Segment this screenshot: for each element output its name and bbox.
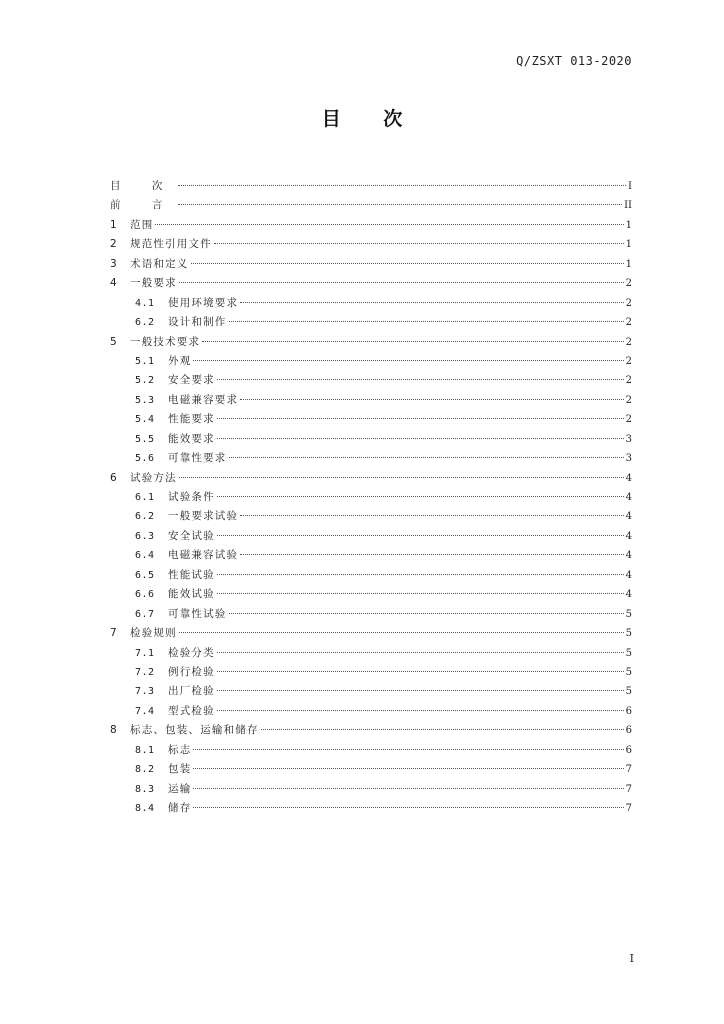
toc-entry-number: 4	[110, 277, 118, 290]
toc-dot-leader	[193, 788, 623, 789]
toc-dot-leader	[217, 652, 624, 653]
toc-entry-label: 型式检验	[168, 704, 215, 717]
toc-entry[interactable]	[110, 624, 632, 643]
toc-entry-page: 2	[625, 297, 632, 309]
toc-entry[interactable]	[110, 371, 632, 390]
toc-dot-leader	[240, 554, 623, 555]
toc-entry-number: 5.3	[135, 394, 155, 406]
toc-entry-number: 6.2	[135, 511, 155, 523]
toc-entry-label: 能效试验	[168, 588, 215, 601]
footer-page-number: I	[629, 952, 634, 965]
toc-entry-label: 电磁兼容要求	[168, 393, 239, 406]
toc-entry[interactable]	[110, 294, 632, 313]
toc-dot-leader	[217, 671, 624, 672]
toc-entry-number: 7.2	[135, 666, 155, 678]
toc-entry-label: 运输	[168, 782, 192, 795]
toc-dot-leader	[229, 321, 624, 322]
toc-dot-leader	[217, 535, 624, 536]
toc-entry-label: 试验方法	[130, 471, 177, 484]
toc-entry[interactable]	[110, 760, 632, 779]
toc-entry-label: 安全试验	[168, 529, 215, 542]
toc-entry-label: 试验条件	[168, 491, 215, 503]
toc-entry-page: 4	[625, 550, 632, 562]
toc-dot-leader	[217, 574, 624, 575]
toc-entry[interactable]	[110, 313, 632, 332]
toc-entry-page: 6	[625, 725, 632, 737]
toc-entry-page: 5	[625, 666, 632, 678]
toc-entry-label: 出厂检验	[168, 685, 215, 698]
toc-dot-leader	[229, 457, 624, 458]
toc-entry[interactable]	[110, 488, 632, 507]
toc-dot-leader	[229, 613, 624, 614]
toc-entry[interactable]	[110, 507, 632, 526]
toc-entry-page: 2	[625, 394, 632, 406]
toc-entry-number: 5.6	[135, 453, 155, 465]
toc-dot-leader	[217, 418, 624, 419]
toc-entry[interactable]	[110, 469, 632, 488]
toc-entry[interactable]	[110, 702, 632, 721]
toc-entry[interactable]	[110, 546, 632, 565]
toc-entry-page: 4	[625, 589, 632, 601]
toc-entry[interactable]	[110, 682, 632, 701]
toc-dot-leader	[178, 204, 622, 205]
toc-entry-number: 8	[110, 724, 118, 737]
toc-entry-number: 6.2	[135, 317, 155, 329]
toc-entry[interactable]	[110, 449, 632, 468]
toc-entry-number: 5.5	[135, 433, 155, 445]
toc-entry-number: 5	[110, 335, 118, 348]
toc-entry[interactable]	[110, 663, 632, 682]
toc-entry-page: 2	[625, 336, 632, 348]
toc-entry-page: 5	[625, 608, 632, 620]
toc-entry[interactable]	[110, 644, 632, 663]
toc-entry-page: 1	[625, 219, 632, 231]
toc-entry[interactable]	[110, 216, 632, 235]
toc-entry-number: 4.1	[135, 297, 155, 309]
toc-entry-page: 4	[625, 530, 632, 542]
toc-dot-leader	[217, 690, 624, 691]
toc-entry-page: 4	[625, 492, 632, 503]
toc-entry-page: 7	[625, 783, 632, 795]
toc-entry-number: 7.1	[135, 647, 155, 659]
toc-entry-label: 例行检验	[168, 665, 215, 678]
toc-entry-label: 前 言	[110, 199, 177, 212]
toc-entry-page: 5	[625, 686, 632, 698]
toc-entry-number: 1	[110, 218, 118, 231]
toc-entry-number: 7	[110, 627, 118, 640]
toc-entry-page: 6	[625, 705, 632, 717]
toc-entry-page: 5	[625, 647, 632, 659]
toc-entry-page: 3	[625, 433, 632, 445]
toc-dot-leader	[155, 224, 623, 225]
toc-dot-leader	[179, 632, 624, 633]
toc-entry-label: 范围	[130, 218, 154, 231]
toc-entry[interactable]	[110, 177, 632, 196]
toc-entry-label: 规范性引用文件	[130, 238, 212, 251]
toc-entry[interactable]	[110, 741, 632, 760]
toc-entry-label: 使用环境要求	[168, 296, 239, 309]
toc-entry-page: 4	[625, 472, 632, 484]
toc-dot-leader	[193, 768, 623, 769]
toc-dot-leader	[217, 496, 624, 497]
toc-entry[interactable]	[110, 274, 632, 293]
toc-entry-page: 2	[625, 355, 632, 367]
toc-dot-leader	[178, 185, 626, 186]
toc-dot-leader	[217, 379, 624, 380]
toc-entry-number: 6.4	[135, 550, 155, 562]
toc-entry-page: 1	[625, 239, 632, 251]
toc-dot-leader	[214, 243, 624, 244]
toc-dot-leader	[217, 710, 624, 711]
toc-entry-label: 电磁兼容试验	[168, 549, 239, 562]
toc-entry[interactable]	[110, 780, 632, 799]
toc-entry-number: 5.1	[135, 355, 155, 367]
toc-entry-number: 6.1	[135, 492, 155, 503]
toc-dot-leader	[193, 749, 623, 750]
toc-entry-page: 2	[625, 414, 632, 426]
toc-dot-leader	[217, 438, 624, 439]
toc-entry-label: 设计和制作	[168, 316, 227, 329]
toc-entry[interactable]	[110, 527, 632, 546]
toc-entry-label: 检验规则	[130, 627, 177, 640]
toc-entry[interactable]	[110, 235, 632, 254]
toc-entry-page: 2	[625, 278, 632, 290]
toc-entry[interactable]	[110, 799, 632, 818]
toc-entry-label: 目 次	[110, 180, 177, 192]
toc-entry-page: 5	[625, 628, 632, 640]
toc-dot-leader	[191, 263, 624, 264]
toc-entry[interactable]	[110, 585, 632, 604]
toc-entry-number: 6.7	[135, 608, 155, 620]
toc-entry[interactable]	[110, 605, 632, 624]
toc-entry-label: 可靠性要求	[168, 452, 227, 465]
toc-entry-page: 2	[625, 375, 632, 387]
toc-entry-number: 6.6	[135, 589, 155, 601]
toc-entry[interactable]	[110, 196, 632, 215]
toc-entry-label: 标志	[168, 743, 192, 756]
toc-entry-page: I	[628, 181, 632, 192]
toc-entry-label: 外观	[168, 354, 192, 367]
toc-entry-number: 7.3	[135, 686, 155, 698]
toc-entry-page: 4	[625, 569, 632, 581]
toc-entry-label: 一般技术要求	[130, 335, 201, 348]
toc-entry-label: 储存	[168, 802, 192, 814]
toc-dot-leader	[240, 302, 623, 303]
document-id: Q/ZSXT 013-2020	[516, 54, 632, 68]
toc-entry[interactable]	[110, 391, 632, 410]
toc-entry-label: 一般要求试验	[168, 510, 239, 523]
table-of-contents	[110, 177, 632, 818]
toc-entry[interactable]	[110, 430, 632, 449]
toc-entry-label: 术语和定义	[130, 257, 189, 270]
toc-entry-number: 5.4	[135, 414, 155, 426]
toc-entry[interactable]	[110, 352, 632, 371]
toc-entry-label: 检验分类	[168, 646, 215, 659]
toc-dot-leader	[179, 282, 624, 283]
toc-entry-number: 5.2	[135, 375, 155, 387]
toc-entry-number: 3	[110, 257, 118, 270]
toc-entry[interactable]	[110, 333, 632, 352]
toc-entry-page: 7	[625, 803, 632, 814]
toc-dot-leader	[261, 729, 624, 730]
toc-entry-page: 7	[625, 764, 632, 776]
toc-entry[interactable]	[110, 721, 632, 740]
toc-entry-number: 8.1	[135, 744, 155, 756]
toc-entry-number: 8.2	[135, 764, 155, 776]
toc-entry[interactable]	[110, 566, 632, 585]
toc-entry-number: 2	[110, 238, 118, 251]
toc-entry-label: 包装	[168, 763, 192, 776]
toc-dot-leader	[217, 593, 624, 594]
toc-entry-label: 可靠性试验	[168, 607, 227, 620]
toc-entry-label: 安全要求	[168, 374, 215, 387]
toc-entry[interactable]	[110, 410, 632, 429]
toc-dot-leader	[193, 360, 623, 361]
page-title: 目 次	[321, 108, 421, 130]
toc-entry-page: 1	[625, 258, 632, 270]
toc-dot-leader	[240, 399, 623, 400]
toc-entry-label: 性能要求	[168, 413, 215, 426]
toc-entry-number: 6.3	[135, 530, 155, 542]
toc-dot-leader	[202, 341, 623, 342]
toc-entry-label: 一般要求	[130, 277, 177, 290]
toc-entry-page: 6	[625, 744, 632, 756]
toc-entry-number: 6	[110, 471, 118, 484]
toc-entry-number: 6.5	[135, 569, 155, 581]
toc-entry-label: 标志、包装、运输和储存	[130, 724, 259, 737]
toc-entry-page: 2	[625, 317, 632, 329]
toc-entry-label: 性能试验	[168, 568, 215, 581]
toc-entry-number: 8.3	[135, 783, 155, 795]
toc-entry-page: 4	[625, 511, 632, 523]
toc-dot-leader	[240, 515, 623, 516]
toc-entry[interactable]	[110, 255, 632, 274]
toc-entry-number: 7.4	[135, 705, 155, 717]
toc-entry-label: 能效要求	[168, 432, 215, 445]
toc-entry-number: 8.4	[135, 803, 155, 814]
toc-dot-leader	[179, 477, 624, 478]
toc-entry-page: II	[624, 200, 632, 212]
toc-entry-page: 3	[625, 453, 632, 465]
toc-dot-leader	[193, 807, 623, 808]
